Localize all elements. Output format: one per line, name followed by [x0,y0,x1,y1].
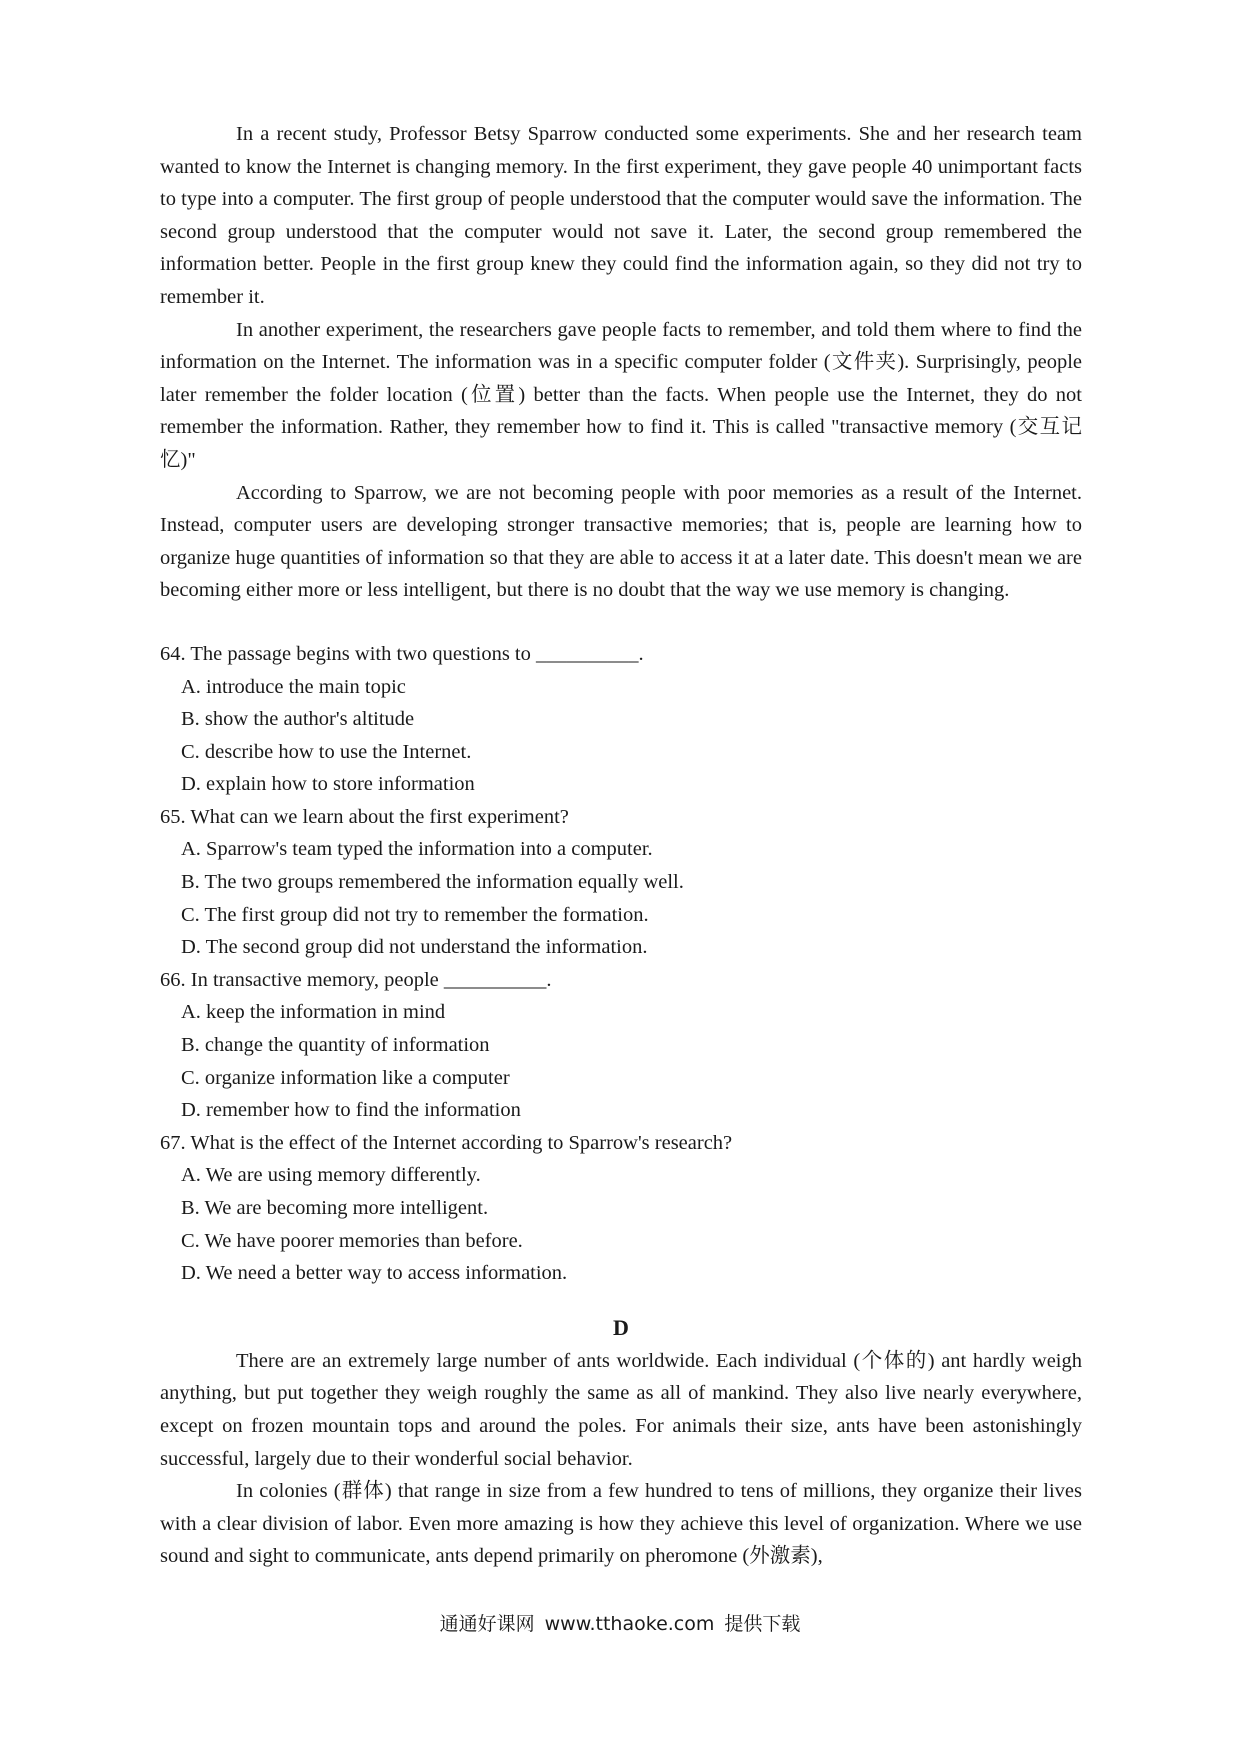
passage-d-paragraph-1: There are an extremely large number of ants worldwide. Each individual (个体的) ant hardly weigh anything, but put together they weigh roughly the same as all of mankind. They also live nearly everywhere, except on frozen mountain tops and around the poles. For animals their size, ants have been astonishingly successful, largely due to their wonderful social behavior. [160,1349,1082,1470]
question-66 [160,964,1082,1127]
question-64 [160,638,1082,801]
question-stem: 64. The passage begins with two questions to __________. [160,642,644,665]
question-stem: 66. In transactive memory, people __________. [160,968,552,991]
option-c: C. We have poorer memories than before. [181,1229,523,1252]
option-a: A. We are using memory differently. [181,1164,481,1187]
page-content [160,118,1082,1573]
section-heading-d: D [613,1314,629,1340]
passage-d [160,1345,1082,1573]
option-a: A. introduce the main topic [181,675,406,698]
option-c: C. The first group did not try to remember the formation. [181,903,649,926]
option-b: B. We are becoming more intelligent. [181,1197,489,1219]
option-b: B. show the author's altitude [181,708,415,731]
option-a: A. keep the information in mind [181,1001,446,1024]
question-65 [160,801,1082,964]
passage-d-paragraph-2: In colonies (群体) that range in size from a few hundred to tens of millions, they organize their lives with a clear division of labor. Even more amazing is how they achieve this level of organization. Where we use sound and sight to communicate, ants depend primarily on pheromone (外激素), [160,1480,1082,1568]
option-d: D. The second group did not understand the information. [181,936,648,959]
passage-c [160,118,1082,607]
option-b: B. change the quantity of information [181,1034,490,1057]
page-footer: 通通好课网 www.tthaoke.com 提供下载 [439,1613,801,1635]
passage-c-paragraph-1: In a recent study, Professor Betsy Sparrow conducted some experiments. She and her research team wanted to know the Internet is changing memory. In the first experiment, they gave people 40 unimportant facts to type into a computer. The first group of people understood that the computer would save the information. The second group understood that the computer would not save it. Later, the second group remembered the information better. People in the first group knew they could find the information again, so they did not try to remember it. [160,123,1082,308]
passage-c-paragraph-2: In another experiment, the researchers gave people facts to remember, and told them where to find the information on the Internet. The information was in a specific computer folder (文件夹). Surprisingly, people later remember the folder location (位置) better than the facts. When people use the Internet, they do not remember the information. Rather, they remember how to find it. This is called "transactive memory (交互记忆)" [160,318,1082,471]
passage-c-paragraph-3: According to Sparrow, we are not becoming people with poor memories as a result of the Internet. Instead, computer users are developing stronger transactive memories; that is, people are learning how to organize huge quantities of information so that they are able to access it at a later date. This doesn't mean we are becoming either more or less intelligent, but there is no doubt that the way we use memory is changing. [160,481,1082,602]
question-list [160,638,1082,1290]
option-d: D. explain how to store information [181,773,475,796]
option-d: D. We need a better way to access information. [181,1262,568,1285]
option-c: C. describe how to use the Internet. [181,740,472,763]
option-b: B. The two groups remembered the information equally well. [181,871,684,894]
option-d: D. remember how to find the information [181,1099,521,1122]
option-c: C. organize information like a computer [181,1066,510,1089]
question-stem: 67. What is the effect of the Internet according to Sparrow's research? [160,1131,733,1154]
question-67 [160,1127,1082,1290]
question-stem: 65. What can we learn about the first experiment? [160,805,569,828]
option-a: A. Sparrow's team typed the information into a computer. [181,838,653,861]
